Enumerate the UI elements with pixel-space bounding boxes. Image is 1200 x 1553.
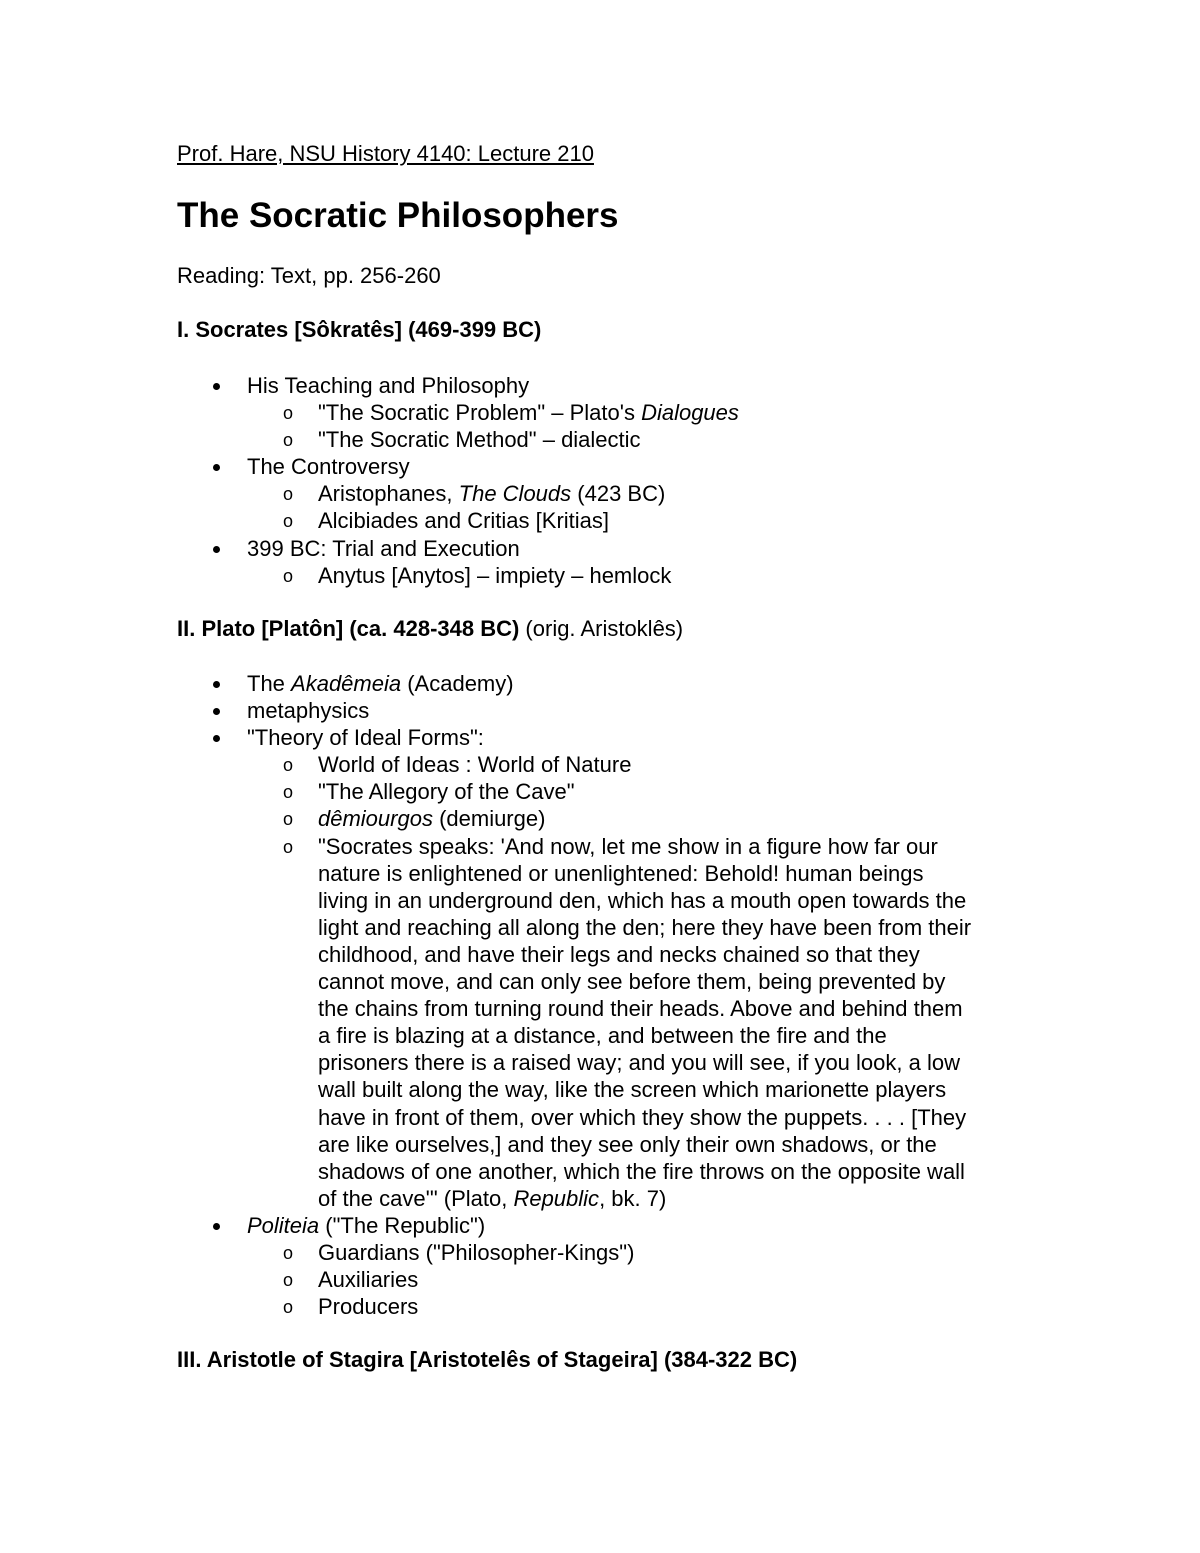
circle-bullet-icon: o [283,511,294,532]
quote-line: wall built along the way, like the screen which marionette players [318,1077,947,1103]
plato-outline [0,670,1020,1320]
quote-line: a fire is blazing at a distance, and between the fire and the [318,1023,887,1049]
list-item: o World of Ideas : World of Nature [0,751,1020,778]
list-item: o Aristophanes, The Clouds (423 BC) [0,480,739,507]
cave-allegory-quote [0,833,1020,1212]
circle-bullet-icon: o [283,1297,294,1318]
list-item: o Auxiliaries [0,1266,1020,1293]
course-header: Prof. Hare, NSU History 4140: Lecture 210 [177,141,594,166]
bullet-icon [213,681,220,688]
list-item: o Guardians ("Philosopher-Kings") [0,1239,1020,1266]
quote-line: cannot move, and can only see before them, being prevented by [318,969,946,995]
list-item: o Producers [0,1293,1020,1320]
quote-line: shadows of one another, which the fire throws on the opposite wall [318,1158,965,1184]
list-item: The Akadêmeia (Academy) [0,670,1020,697]
list-item: o Alcibiades and Critias [Kritias] [0,507,739,534]
quote-line: light and reaching all along the den; here they have been from their [318,914,972,940]
list-item: metaphysics [0,697,1020,724]
circle-bullet-icon: o [283,1242,294,1263]
circle-bullet-icon: o [283,809,294,830]
list-item: His Teaching and Philosophy [0,372,739,399]
circle-bullet-icon: o [283,430,294,451]
section-heading-socrates: I. Socrates [Sôkratês] (469-399 BC) [177,317,542,342]
quote-line: "Socrates speaks: 'And now, let me show in a figure how far our [318,833,938,859]
list-item: Politeia ("The Republic") [0,1212,1020,1239]
section-heading-aristotle: III. Aristotle of Stagira [Aristotelês of Stageira] (384-322 BC) [177,1347,798,1372]
list-item: The Controversy [0,453,739,480]
list-item: "Theory of Ideal Forms": [0,724,1020,751]
circle-bullet-icon: o [283,1270,294,1291]
quote-line: are like ourselves,] and they see only their own shadows, or the [318,1131,937,1157]
quote-paragraph [318,833,1020,1212]
bullet-icon [213,546,220,553]
bullet-icon [213,1223,220,1230]
list-item: o dêmiourgos (demiurge) [0,805,1020,832]
circle-bullet-icon: o [283,565,294,586]
quote-line: of the cave'" (Plato, Republic, bk. 7) [318,1185,667,1211]
circle-bullet-icon: o [283,755,294,776]
circle-bullet-icon: o [283,403,294,424]
circle-bullet-icon: o [283,836,294,857]
quote-line: childhood, and have their legs and necks chained so that they [318,941,920,967]
quote-line: the chains from turning round their heads. Above and behind them [318,996,963,1022]
reading-assignment: Reading: Text, pp. 256-260 [177,263,441,288]
socrates-outline [0,372,739,589]
bullet-icon [213,735,220,742]
section-heading-plato: II. Plato [Platôn] (ca. 428-348 BC) (orig. Aristoklês) [177,616,684,641]
quote-line: living in an underground den, which has a mouth open towards the [318,887,967,913]
list-item: o Anytus [Anytos] – impiety – hemlock [0,562,739,589]
list-item: 399 BC: Trial and Execution [0,535,739,562]
list-item: o "The Allegory of the Cave" [0,778,1020,805]
circle-bullet-icon: o [283,484,294,505]
bullet-icon [213,383,220,390]
quote-line: prisoners there is a raised way; and you will see, if you look, a low [318,1050,960,1076]
quote-line: have in front of them, over which they show the puppets. . . . [They [318,1104,967,1130]
list-item: o "The Socratic Problem" – Plato's Dialogues [0,399,739,426]
quote-line: nature is enlightened or unenlightened: Behold! human beings [318,860,924,886]
list-item: o "The Socratic Method" – dialectic [0,426,739,453]
page-title: The Socratic Philosophers [177,196,619,235]
bullet-icon [213,464,220,471]
circle-bullet-icon: o [283,782,294,803]
bullet-icon [213,708,220,715]
